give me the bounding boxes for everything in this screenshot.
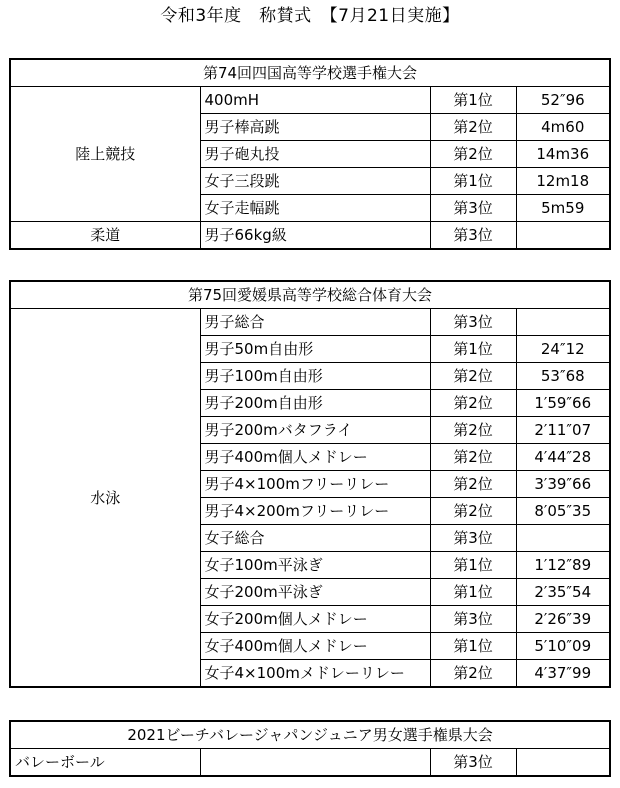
event-name: 400mH bbox=[200, 87, 430, 114]
results-table-ehime bbox=[9, 280, 611, 688]
placement: 第1位 bbox=[430, 87, 516, 114]
event-name: 男子棒高跳 bbox=[200, 114, 430, 141]
placement: 第1位 bbox=[430, 633, 516, 660]
event-name: 女子走幅跳 bbox=[200, 195, 430, 222]
event-name: 女子100m平泳ぎ bbox=[200, 552, 430, 579]
record bbox=[516, 309, 610, 336]
event-name: 男子砲丸投 bbox=[200, 141, 430, 168]
placement: 第2位 bbox=[430, 417, 516, 444]
record bbox=[516, 222, 610, 250]
event-name: 男子100m自由形 bbox=[200, 363, 430, 390]
table-heading-row bbox=[10, 721, 610, 749]
sport-category: 陸上競技 bbox=[10, 87, 200, 222]
record: 2′11″07 bbox=[516, 417, 610, 444]
event-name: 男子4×200mフリーリレー bbox=[200, 498, 430, 525]
record bbox=[516, 749, 610, 777]
record: 1′12″89 bbox=[516, 552, 610, 579]
sport-category: 水泳 bbox=[10, 309, 200, 688]
event-name: 男子50m自由形 bbox=[200, 336, 430, 363]
placement: 第2位 bbox=[430, 498, 516, 525]
record: 2′26″39 bbox=[516, 606, 610, 633]
table-row bbox=[10, 87, 610, 114]
event-name: 男子66kg級 bbox=[200, 222, 430, 250]
placement: 第2位 bbox=[430, 660, 516, 688]
placement: 第1位 bbox=[430, 552, 516, 579]
table-heading-row bbox=[10, 59, 610, 87]
placement: 第3位 bbox=[430, 606, 516, 633]
page-title: 令和3年度 称賛式 【7月21日実施】 bbox=[160, 6, 460, 26]
results-table-beach-volleyball bbox=[9, 720, 611, 777]
table-row bbox=[10, 222, 610, 250]
record bbox=[516, 525, 610, 552]
event-name: 男子総合 bbox=[200, 309, 430, 336]
record: 4′44″28 bbox=[516, 444, 610, 471]
record: 2′35″54 bbox=[516, 579, 610, 606]
placement: 第1位 bbox=[430, 168, 516, 195]
placement: 第2位 bbox=[430, 141, 516, 168]
event-name: 女子総合 bbox=[200, 525, 430, 552]
placement: 第3位 bbox=[430, 195, 516, 222]
record: 3′39″66 bbox=[516, 471, 610, 498]
placement: 第2位 bbox=[430, 363, 516, 390]
placement: 第2位 bbox=[430, 390, 516, 417]
placement: 第3位 bbox=[430, 222, 516, 250]
placement: 第2位 bbox=[430, 114, 516, 141]
competition-heading: 2021ビーチバレージャパンジュニア男女選手権県大会 bbox=[10, 721, 610, 749]
placement: 第2位 bbox=[430, 471, 516, 498]
record: 5′10″09 bbox=[516, 633, 610, 660]
competition-heading: 第74回四国高等学校選手権大会 bbox=[10, 59, 610, 87]
record: 8′05″35 bbox=[516, 498, 610, 525]
competition-heading: 第75回愛媛県高等学校総合体育大会 bbox=[10, 281, 610, 309]
record: 4m60 bbox=[516, 114, 610, 141]
event-name: 女子4×100mメドレーリレー bbox=[200, 660, 430, 688]
record: 12m18 bbox=[516, 168, 610, 195]
record: 14m36 bbox=[516, 141, 610, 168]
event-name: 女子三段跳 bbox=[200, 168, 430, 195]
event-name bbox=[200, 749, 430, 777]
event-name: 女子200m平泳ぎ bbox=[200, 579, 430, 606]
event-name: 男子400m個人メドレー bbox=[200, 444, 430, 471]
record: 5m59 bbox=[516, 195, 610, 222]
event-name: 男子200mバタフライ bbox=[200, 417, 430, 444]
placement: 第1位 bbox=[430, 579, 516, 606]
placement: 第3位 bbox=[430, 525, 516, 552]
record: 53″68 bbox=[516, 363, 610, 390]
table-heading-row bbox=[10, 281, 610, 309]
record: 52″96 bbox=[516, 87, 610, 114]
table-row bbox=[10, 749, 610, 777]
results-table-shikoku bbox=[9, 58, 611, 250]
record: 4′37″99 bbox=[516, 660, 610, 688]
event-name: 女子200m個人メドレー bbox=[200, 606, 430, 633]
placement: 第3位 bbox=[430, 749, 516, 777]
placement: 第3位 bbox=[430, 309, 516, 336]
record: 24″12 bbox=[516, 336, 610, 363]
sport-category: 柔道 bbox=[10, 222, 200, 250]
sport-category: バレーボール bbox=[10, 749, 200, 777]
placement: 第1位 bbox=[430, 336, 516, 363]
record: 1′59″66 bbox=[516, 390, 610, 417]
table-row bbox=[10, 309, 610, 336]
event-name: 男子200m自由形 bbox=[200, 390, 430, 417]
placement: 第2位 bbox=[430, 444, 516, 471]
event-name: 男子4×100mフリーリレー bbox=[200, 471, 430, 498]
event-name: 女子400m個人メドレー bbox=[200, 633, 430, 660]
